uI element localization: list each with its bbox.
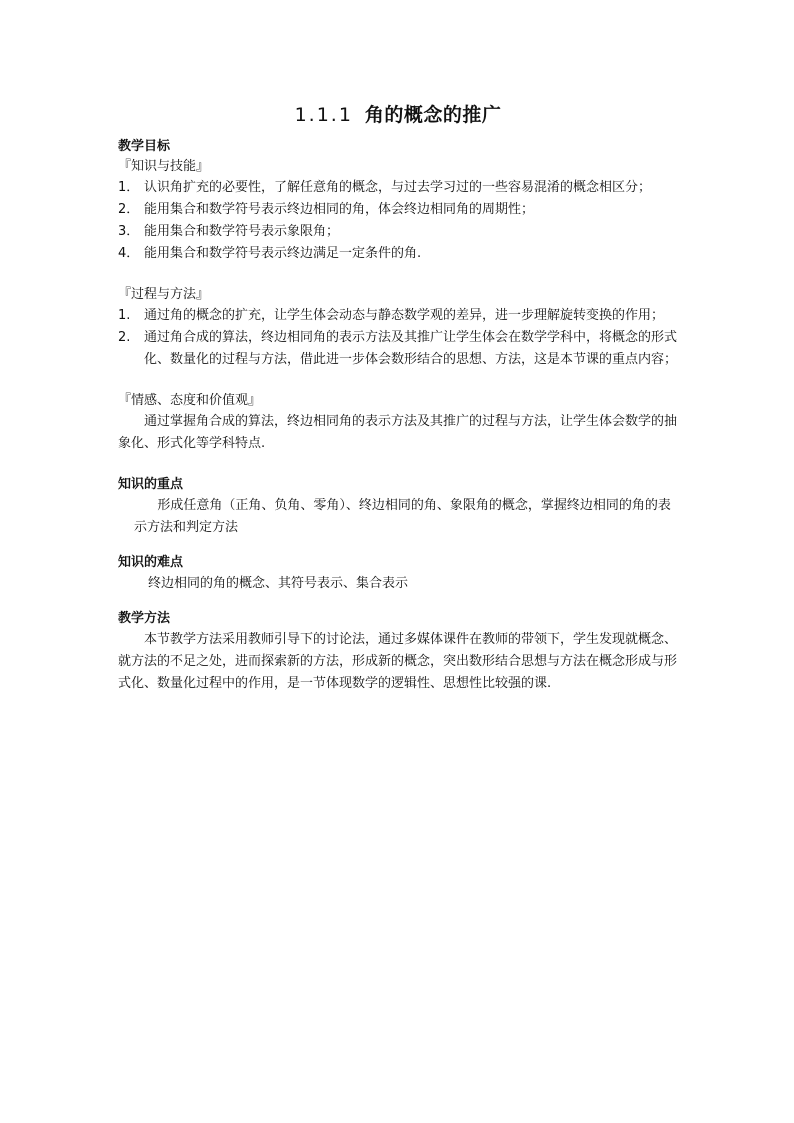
knowledge-skills-label: 『知识与技能』 (118, 159, 210, 174)
spacer (118, 265, 678, 285)
difficulties-heading: 知识的难点 (118, 555, 184, 570)
methods-heading: 教学方法 (118, 611, 171, 626)
list-item: 2． 能用集合和数学符号表示终边相同的角，体会终边相同角的周期性； (118, 202, 535, 217)
difficulties-text: 终边相同的角的概念、其符号表示、集合表示 (148, 576, 409, 591)
document-page (118, 100, 678, 695)
list-item: 1． 认识角扩充的必要性，了解任意角的概念，与过去学习过的一些容易混淆的概念相区分； (118, 180, 652, 195)
process-methods-list (118, 305, 678, 371)
spacer (118, 371, 678, 391)
spacer (118, 539, 678, 553)
list-item: 1. 通过角的概念的扩充，让学生体会动态与静态数学观的差异，进一步理解旋转变换的作用； (118, 308, 665, 323)
title-text: 角的概念的推广 (364, 104, 502, 126)
key-points-text: 形成任意角（正角、负角、零角）、终边相同的角、象限角的概念，掌握终边相同的角的表示方法和判定方法 (134, 498, 671, 535)
list-item: 4． 能用集合和数学符号表示终边满足一定条件的角. (118, 246, 422, 261)
emotion-values-text: 通过掌握角合成的算法，终边相同角的表示方法及其推广的过程与方法，让学生体会数学的抽象化、形式化等学科特点. (118, 414, 678, 451)
spacer (118, 595, 678, 609)
list-item: 2. 通过角合成的算法，终边相同角的表示方法及其推广让学生体会在数学学科中，将概念的形式化、数量化的过程与方法，借此进一步体会数形结合的思想、方法，这是本节课的重点内容； (118, 330, 678, 367)
emotion-values-label: 『情感、态度和价值观』 (118, 393, 262, 408)
list-item: 3． 能用集合和数学符号表示象限角； (118, 224, 340, 239)
knowledge-skills-list (118, 177, 678, 265)
section-number: 1.1.1 (294, 104, 353, 126)
methods-text: 本节教学方法采用教师引导下的讨论法，通过多媒体课件在教师的带领下，学生发现就概念、就方法的不足之处，进而探索新的方法，形成新的概念，突出数形结合思想与方法在概念形成与形式化、数量化过程中的作用，是一节体现数学的逻辑性、思想性比较强的课. (118, 632, 678, 691)
process-methods-label: 『过程与方法』 (118, 287, 210, 302)
key-points-heading: 知识的重点 (118, 477, 184, 492)
page-title (118, 100, 678, 127)
spacer (118, 455, 678, 475)
objectives-heading: 教学目标 (118, 139, 171, 154)
